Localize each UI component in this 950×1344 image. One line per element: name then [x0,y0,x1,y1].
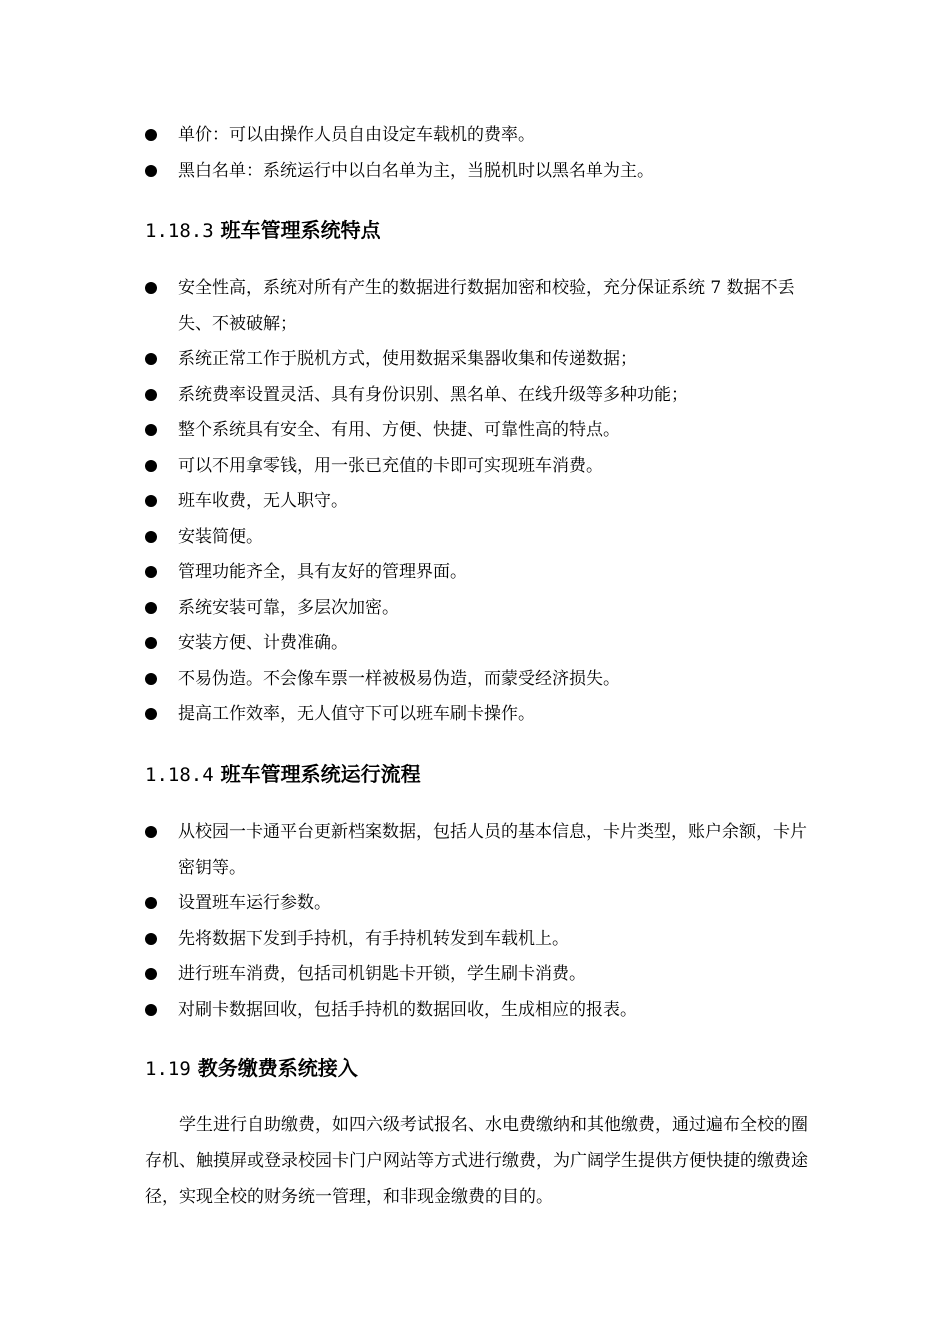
list-item: 班车收费，无人职守。 [145,484,810,520]
list-item: 系统安装可靠，多层次加密。 [145,591,810,627]
features-bullet-list [145,271,810,733]
list-item: 单价：可以由操作人员自由设定车载机的费率。 [145,118,810,154]
section-heading-1-18-3: 1.18.3 班车管理系统特点 [145,218,381,242]
list-item: 系统正常工作于脱机方式，使用数据采集器收集和传递数据； [145,342,810,378]
bullet-icon [145,1004,157,1016]
bullet-icon [145,531,157,543]
list-item: 设置班车运行参数。 [145,886,810,922]
bullet-icon [145,637,157,649]
bullet-icon [145,897,157,909]
body-paragraph: 学生进行自助缴费，如四六级考试报名、水电费缴纳和其他缴费，通过遍布全校的圈存机、触摸屏或登录校园卡门户网站等方式进行缴费，为广阔学生提供方便快捷的缴费途径，实现全校的财务统一管理，和非现金缴费的目的。 [145,1115,808,1207]
bullet-icon [145,933,157,945]
bullet-icon [145,460,157,472]
list-item: 提高工作效率，无人值守下可以班车刷卡操作。 [145,697,810,733]
bullet-icon [145,165,157,177]
bullet-icon [145,673,157,685]
bullet-icon [145,389,157,401]
list-item: 安装简便。 [145,520,810,556]
list-item: 安全性高，系统对所有产生的数据进行数据加密和校验，充分保证系统 7 数据不丢失、不被破解； [145,271,810,342]
bullet-icon [145,353,157,365]
list-item: 管理功能齐全，具有友好的管理界面。 [145,555,810,591]
bullet-icon [145,826,157,838]
section-heading-1-18-4: 1.18.4 班车管理系统运行流程 [145,762,421,786]
bullet-icon [145,968,157,980]
list-item: 对刷卡数据回收，包括手持机的数据回收，生成相应的报表。 [145,993,810,1029]
list-item: 可以不用拿零钱，用一张已充值的卡即可实现班车消费。 [145,449,810,485]
list-item: 先将数据下发到手持机，有手持机转发到车载机上。 [145,922,810,958]
section-heading-1-19: 1.19 教务缴费系统接入 [145,1056,358,1080]
list-item: 从校园一卡通平台更新档案数据，包括人员的基本信息，卡片类型，账户余额，卡片密钥等。 [145,815,810,886]
process-bullet-list [145,815,810,1028]
list-item: 不易伪造。不会像车票一样被极易伪造，而蒙受经济损失。 [145,662,810,698]
list-item: 系统费率设置灵活、具有身份识别、黑名单、在线升级等多种功能； [145,378,810,414]
list-item: 安装方便、计费准确。 [145,626,810,662]
bullet-icon [145,495,157,507]
bullet-icon [145,129,157,141]
list-item: 黑白名单：系统运行中以白名单为主，当脱机时以黑名单为主。 [145,154,810,190]
list-item: 进行班车消费，包括司机钥匙卡开锁，学生刷卡消费。 [145,957,810,993]
bullet-icon [145,708,157,720]
bullet-icon [145,282,157,294]
bullet-icon [145,602,157,614]
top-bullet-list [145,118,810,189]
list-item: 整个系统具有安全、有用、方便、快捷、可靠性高的特点。 [145,413,810,449]
bullet-icon [145,566,157,578]
bullet-icon [145,424,157,436]
